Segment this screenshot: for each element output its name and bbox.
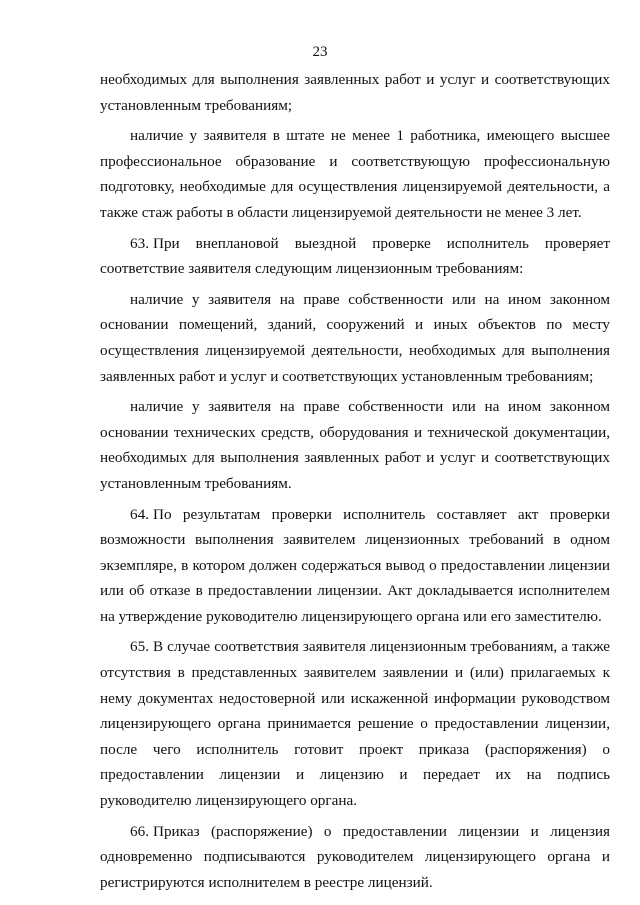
paragraph-number: 63. (130, 234, 149, 252)
paragraph-text: В случае соответствия заявителя лицензионным требованиям, а также отсутствия в представленных заявителем заявлении и (или) прилагаемых к нему документах недостоверной или искаженной информации руководством лицензирующего органа принимается решение о предоставлении лицензии, после чего исполнитель готовит проект приказа (распоряжения) о предоставлении лицензии и лицензию и передает их на подпись руководителю лицензирующего органа. (100, 638, 610, 810)
document-body (100, 67, 610, 900)
paragraph-text: наличие у заявителя на праве собственности или на ином законном основании помещений, зданий, сооружений и иных объектов по месту осуществления лицензируемой деятельности, необходимых для выполнения заявленных работ и услуг и соответствующих установленным требованиям; (100, 290, 610, 385)
paragraph-64 (100, 502, 610, 630)
paragraph-equipment-requirement (100, 394, 610, 496)
paragraph-number: 65. (130, 638, 149, 656)
paragraph-number: 64. (130, 505, 149, 523)
paragraph-63 (100, 231, 610, 282)
paragraph-text: необходимых для выполнения заявленных работ и услуг и соответствующих установленным требованиям; (100, 71, 610, 114)
paragraph-66 (100, 819, 610, 896)
paragraph-text: При внеплановой выездной проверке исполнитель проверяет соответствие заявителя следующим лицензионным требованиям: (100, 234, 610, 278)
paragraph-continuation (100, 67, 610, 118)
paragraph-text: наличие у заявителя на праве собственности или на ином законном основании технических средств, оборудования и технической документации, необходимых для выполнения заявленных работ и услуг и соответствующих установленным требованиям. (100, 398, 610, 492)
paragraph-premises-requirement (100, 287, 610, 389)
paragraph-text: наличие у заявителя в штате не менее 1 работника, имеющего высшее профессиональное образование и соответствующую профессиональную подготовку, необходимые для осуществления лицензируемой деятельности, а также стаж работы в области лицензируемой деятельности не менее 3 лет. (100, 127, 610, 221)
paragraph-text: Приказ (распоряжение) о предоставлении лицензии и лицензия одновременно подписываются руководителем лицензирующего органа и регистрируются исполнителем в реестре лицензий. (100, 822, 610, 891)
paragraph-number: 66. (130, 822, 149, 840)
paragraph-staff-requirement (100, 123, 610, 225)
paragraph-65 (100, 634, 610, 813)
paragraph-text: По результатам проверки исполнитель составляет акт проверки возможности выполнения заявителем лицензионных требований в одном экземпляре, в котором должен содержаться вывод о предоставлении лицензии или об отказе в предоставлении лицензии. Акт докладывается исполнителем на утверждение руководителю лицензирующего органа или его заместителю. (100, 505, 610, 625)
page-number: 23 (312, 44, 328, 60)
